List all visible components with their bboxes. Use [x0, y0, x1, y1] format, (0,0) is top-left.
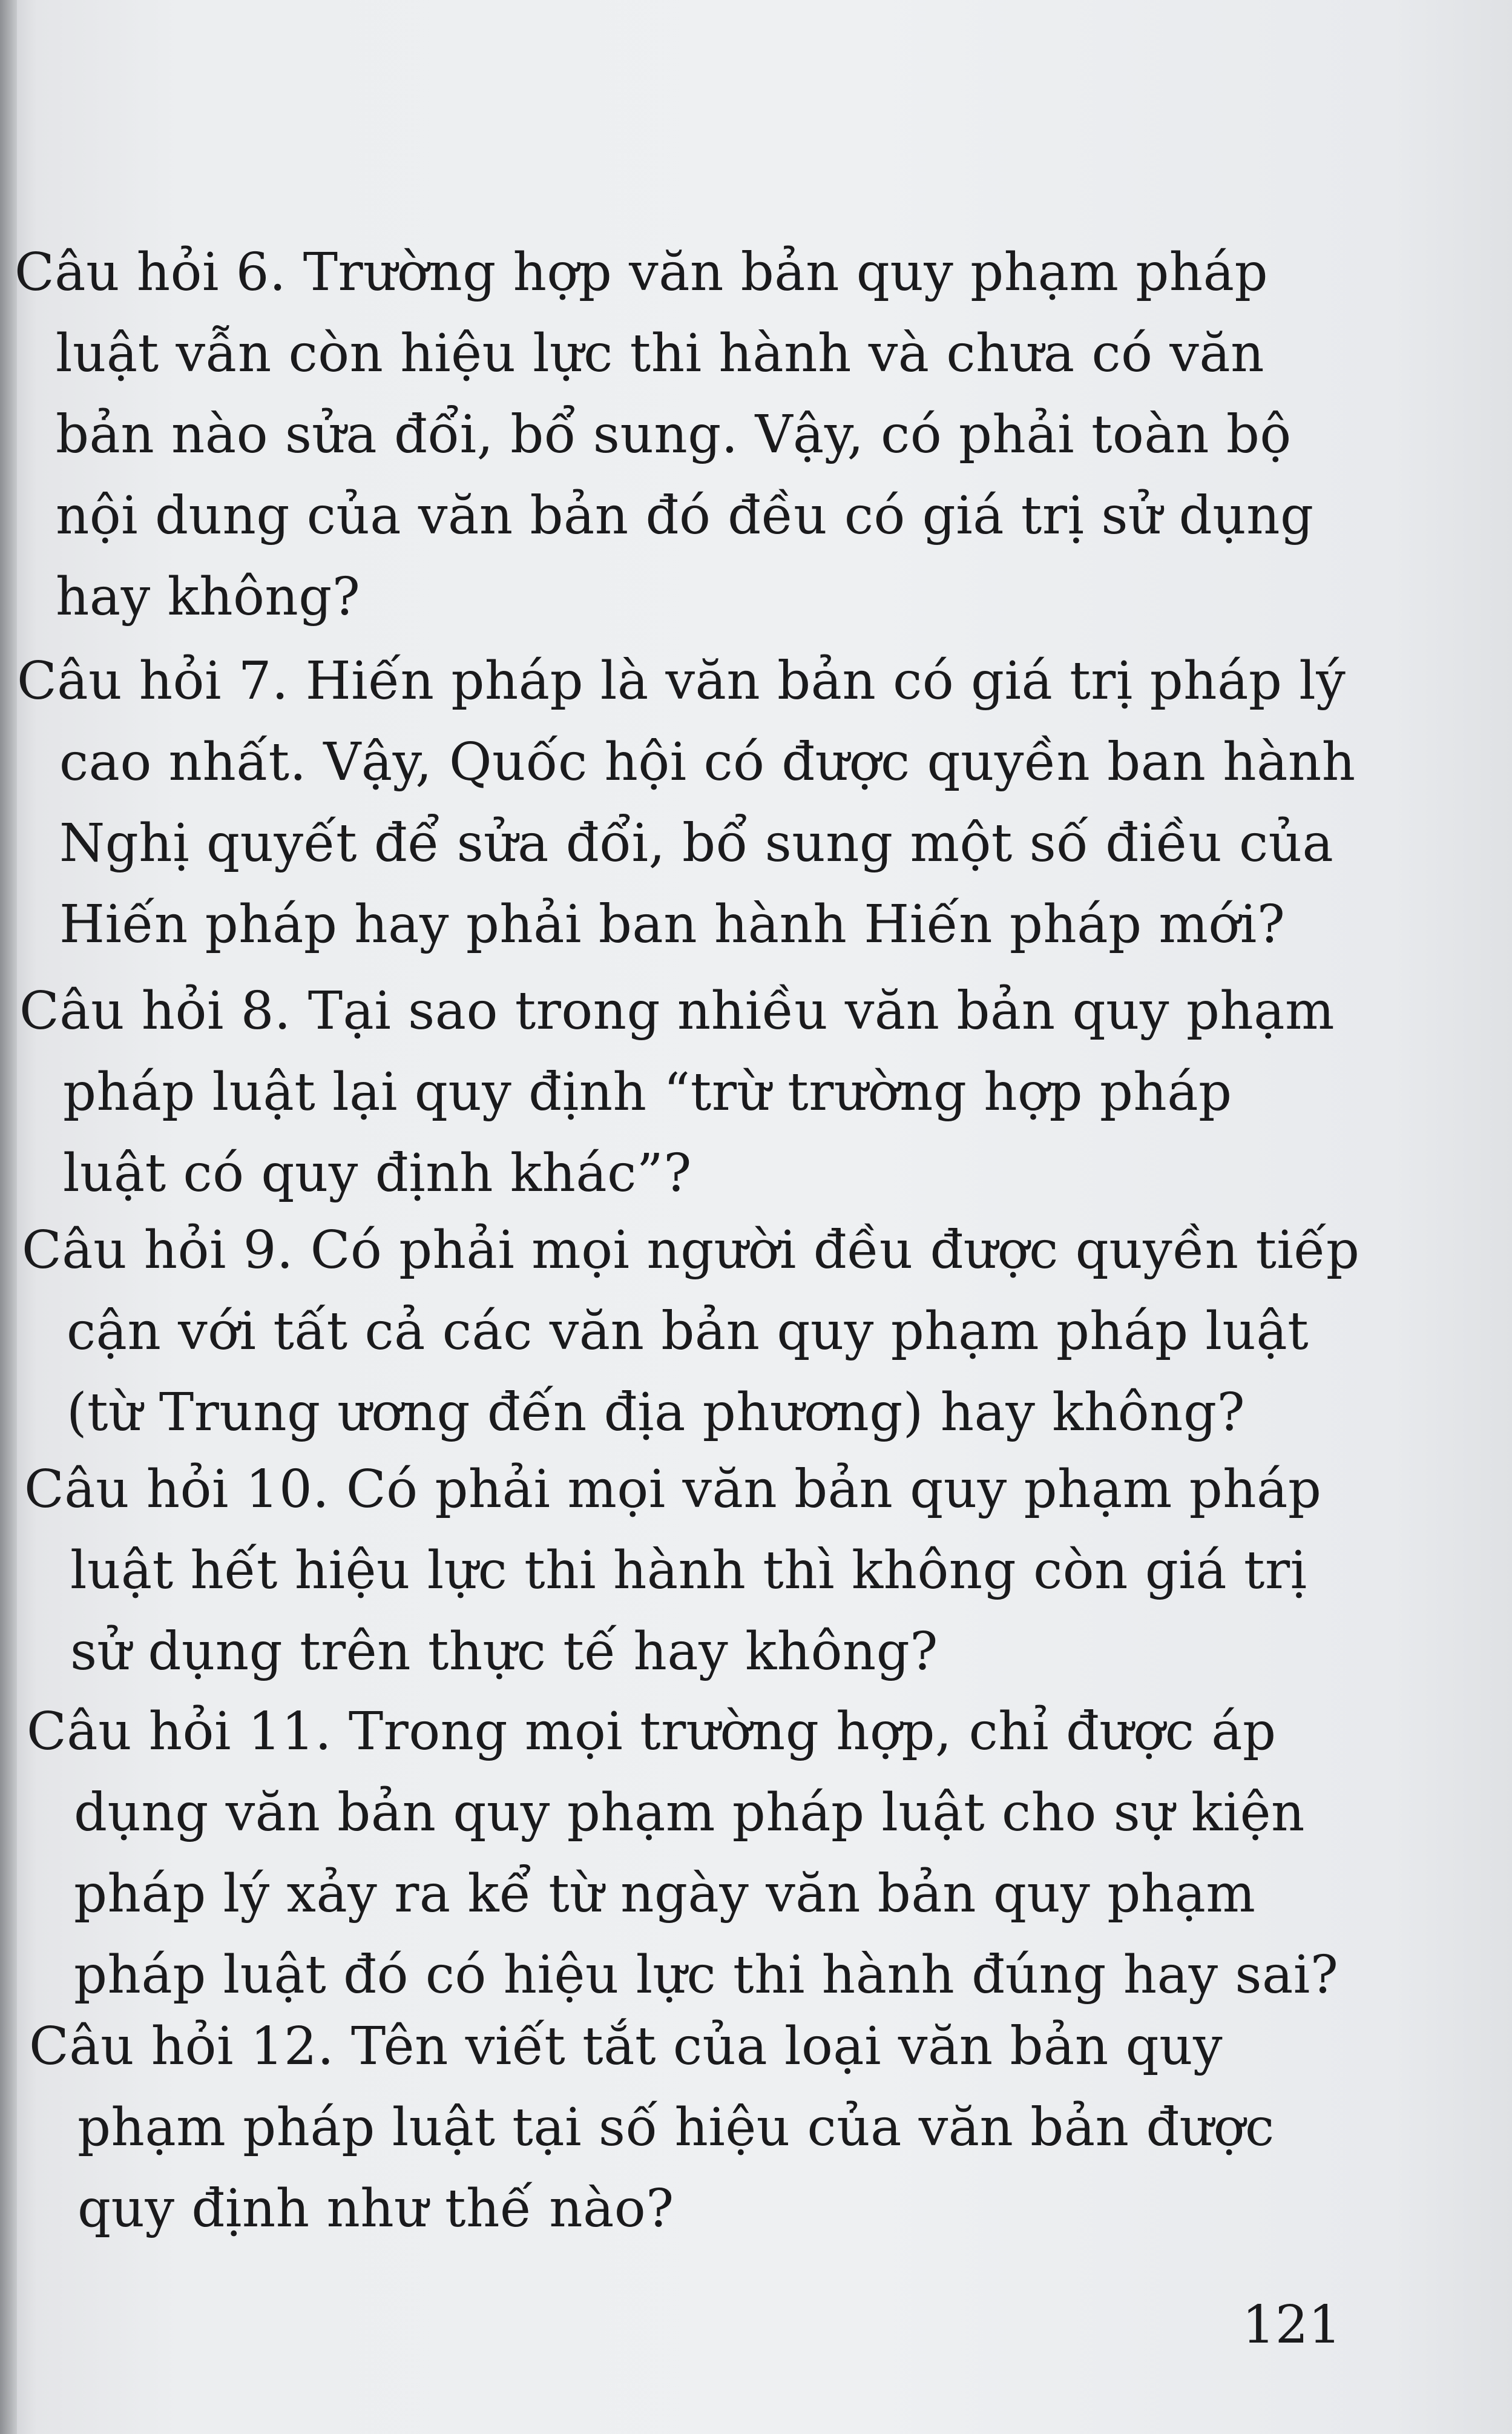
- toc-entry-line: pháp luật lại quy định “trừ trường hợp pháp: [63, 1062, 1232, 1123]
- toc-entry-line: (từ Trung ương đến địa phương) hay không?: [67, 1382, 1246, 1443]
- toc-entry-line: cận với tất cả các văn bản quy phạm pháp luật: [67, 1301, 1309, 1362]
- toc-entry-title: Câu hỏi 11. Trong mọi trường hợp, chỉ được áp: [27, 1701, 1277, 1762]
- toc-entry-title: Câu hỏi 12. Tên viết tắt của loại văn bản quy: [29, 2016, 1223, 2077]
- page-number: 121: [1242, 2295, 1342, 2355]
- toc-entry-line: pháp lý xảy ra kể từ ngày văn bản quy phạm: [74, 1864, 1256, 1924]
- toc-entry-line: phạm pháp luật tại số hiệu của văn bản được: [77, 2097, 1275, 2158]
- toc-entry-line: hay không?: [56, 567, 361, 627]
- toc-entry-line: luật hết hiệu lực thi hành thì không còn giá trị: [70, 1540, 1307, 1601]
- toc-entry-line: dụng văn bản quy phạm pháp luật cho sự kiện: [74, 1783, 1305, 1843]
- toc-entry-line: Hiến pháp hay phải ban hành Hiến pháp mới?: [59, 894, 1286, 955]
- toc-entry-title: Câu hỏi 9. Có phải mọi người đều được quyền tiếp: [22, 1220, 1360, 1281]
- toc-entry-title: Câu hỏi 10. Có phải mọi văn bản quy phạm pháp: [24, 1459, 1322, 1520]
- toc-entry-line: luật vẫn còn hiệu lực thi hành và chưa có văn: [56, 323, 1264, 384]
- toc-entry-line: bản nào sửa đổi, bổ sung. Vậy, có phải toàn bộ: [56, 404, 1292, 465]
- toc-entry-line: sử dụng trên thực tế hay không?: [70, 1621, 938, 1682]
- toc-entry-line: pháp luật đó có hiệu lực thi hành đúng hay sai?: [74, 1945, 1339, 2005]
- toc-entry-title: Câu hỏi 6. Trường hợp văn bản quy phạm pháp: [15, 242, 1269, 303]
- toc-entry-line: cao nhất. Vậy, Quốc hội có được quyền ban hành: [59, 732, 1356, 793]
- toc-entry-line: Nghị quyết để sửa đổi, bổ sung một số điều của: [59, 813, 1334, 874]
- toc-entry-line: luật có quy định khác”?: [63, 1143, 692, 1204]
- toc-entry-title: Câu hỏi 7. Hiến pháp là văn bản có giá trị pháp lý: [17, 651, 1346, 711]
- toc-entry-line: nội dung của văn bản đó đều có giá trị sử dụng: [56, 486, 1314, 546]
- toc-entry-line: quy định như thế nào?: [77, 2178, 674, 2239]
- toc-entry-title: Câu hỏi 8. Tại sao trong nhiều văn bản quy phạm: [19, 981, 1335, 1041]
